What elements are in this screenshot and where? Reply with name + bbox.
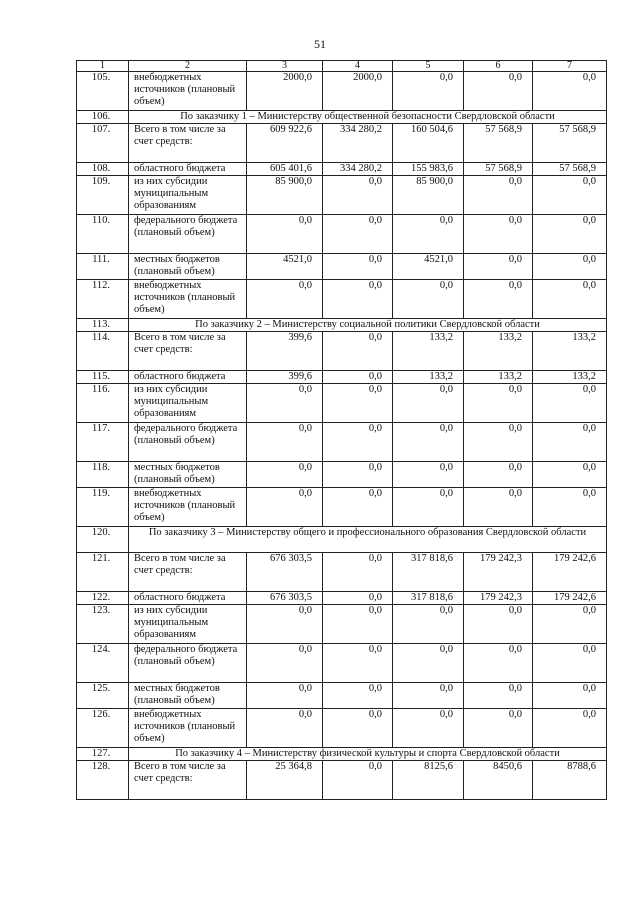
value-cell: 0,0 <box>533 462 607 488</box>
value-cell: 2000,0 <box>323 72 393 111</box>
row-description: Всего в том числе за счет средств: <box>129 553 247 592</box>
row-number: 118. <box>77 462 129 488</box>
value-cell: 0,0 <box>247 423 323 462</box>
table-row <box>77 488 607 527</box>
value-cell: 399,6 <box>247 332 323 371</box>
value-cell: 8125,6 <box>393 761 464 800</box>
value-cell: 0,0 <box>464 384 533 423</box>
value-cell: 0,0 <box>247 215 323 254</box>
table-row <box>77 605 607 644</box>
table-row <box>77 644 607 683</box>
row-description: местных бюджетов (плановый объем) <box>129 254 247 280</box>
column-header: 1 <box>77 61 129 72</box>
table-row <box>77 254 607 280</box>
table-row <box>77 423 607 462</box>
value-cell: 0,0 <box>533 644 607 683</box>
value-cell: 133,2 <box>533 332 607 371</box>
value-cell: 25 364,8 <box>247 761 323 800</box>
value-cell: 0,0 <box>323 371 393 384</box>
row-description: внебюджетных источников (плановый объем) <box>129 280 247 319</box>
value-cell: 334 280,2 <box>323 163 393 176</box>
table-row <box>77 462 607 488</box>
value-cell: 0,0 <box>533 423 607 462</box>
value-cell: 0,0 <box>323 644 393 683</box>
value-cell: 0,0 <box>393 384 464 423</box>
value-cell: 0,0 <box>393 488 464 527</box>
value-cell: 179 242,6 <box>533 553 607 592</box>
row-description: областного бюджета <box>129 163 247 176</box>
row-description: внебюджетных источников (плановый объем) <box>129 709 247 748</box>
value-cell: 0,0 <box>464 709 533 748</box>
value-cell: 0,0 <box>393 423 464 462</box>
row-description: Всего в том числе за счет средств: <box>129 332 247 371</box>
section-title: По заказчику 1 – Министерству общественной безопасности Свердловской области <box>129 111 607 124</box>
value-cell: 0,0 <box>323 592 393 605</box>
row-number: 115. <box>77 371 129 384</box>
value-cell: 0,0 <box>323 605 393 644</box>
section-row <box>77 748 607 761</box>
row-number: 105. <box>77 72 129 111</box>
value-cell: 0,0 <box>464 280 533 319</box>
value-cell: 0,0 <box>247 709 323 748</box>
table-row <box>77 761 607 800</box>
column-header: 3 <box>247 61 323 72</box>
page-number: 51 <box>314 37 326 51</box>
row-number: 120. <box>77 527 129 553</box>
table-row <box>77 384 607 423</box>
value-cell: 133,2 <box>393 371 464 384</box>
value-cell: 4521,0 <box>393 254 464 280</box>
budget-table <box>76 60 607 800</box>
value-cell: 0,0 <box>323 215 393 254</box>
value-cell: 0,0 <box>247 280 323 319</box>
row-number: 116. <box>77 384 129 423</box>
value-cell: 133,2 <box>533 371 607 384</box>
row-description: Всего в том числе за счет средств: <box>129 124 247 163</box>
row-number: 113. <box>77 319 129 332</box>
value-cell: 0,0 <box>393 72 464 111</box>
table-header-row <box>77 61 607 72</box>
value-cell: 0,0 <box>533 280 607 319</box>
row-number: 128. <box>77 761 129 800</box>
value-cell: 85 900,0 <box>393 176 464 215</box>
value-cell: 0,0 <box>393 683 464 709</box>
value-cell: 155 983,6 <box>393 163 464 176</box>
value-cell: 8788,6 <box>533 761 607 800</box>
value-cell: 0,0 <box>464 644 533 683</box>
value-cell: 0,0 <box>464 605 533 644</box>
value-cell: 57 568,9 <box>464 124 533 163</box>
value-cell: 0,0 <box>533 254 607 280</box>
row-description: из них субсидии муниципальным образованиям <box>129 384 247 423</box>
value-cell: 334 280,2 <box>323 124 393 163</box>
row-number: 123. <box>77 605 129 644</box>
value-cell: 0,0 <box>247 644 323 683</box>
value-cell: 0,0 <box>533 384 607 423</box>
value-cell: 609 922,6 <box>247 124 323 163</box>
value-cell: 0,0 <box>323 280 393 319</box>
value-cell: 0,0 <box>323 176 393 215</box>
value-cell: 0,0 <box>323 332 393 371</box>
row-number: 125. <box>77 683 129 709</box>
row-description: областного бюджета <box>129 592 247 605</box>
row-number: 126. <box>77 709 129 748</box>
value-cell: 0,0 <box>323 423 393 462</box>
value-cell: 0,0 <box>247 462 323 488</box>
value-cell: 2000,0 <box>247 72 323 111</box>
column-header: 6 <box>464 61 533 72</box>
row-number: 107. <box>77 124 129 163</box>
section-row <box>77 527 607 553</box>
row-number: 110. <box>77 215 129 254</box>
row-number: 106. <box>77 111 129 124</box>
value-cell: 4521,0 <box>247 254 323 280</box>
value-cell: 0,0 <box>323 553 393 592</box>
value-cell: 605 401,6 <box>247 163 323 176</box>
table-row <box>77 332 607 371</box>
value-cell: 0,0 <box>323 683 393 709</box>
table-row <box>77 280 607 319</box>
row-number: 121. <box>77 553 129 592</box>
table-row <box>77 163 607 176</box>
value-cell: 0,0 <box>393 605 464 644</box>
value-cell: 0,0 <box>247 488 323 527</box>
value-cell: 179 242,3 <box>464 553 533 592</box>
value-cell: 0,0 <box>323 709 393 748</box>
value-cell: 0,0 <box>464 462 533 488</box>
column-header: 2 <box>129 61 247 72</box>
value-cell: 0,0 <box>533 605 607 644</box>
row-description: внебюджетных источников (плановый объем) <box>129 488 247 527</box>
value-cell: 0,0 <box>464 488 533 527</box>
value-cell: 317 818,6 <box>393 553 464 592</box>
table-row <box>77 592 607 605</box>
value-cell: 179 242,3 <box>464 592 533 605</box>
section-row <box>77 111 607 124</box>
column-header: 5 <box>393 61 464 72</box>
value-cell: 676 303,5 <box>247 592 323 605</box>
row-number: 127. <box>77 748 129 761</box>
value-cell: 0,0 <box>393 709 464 748</box>
table-row <box>77 553 607 592</box>
value-cell: 179 242,6 <box>533 592 607 605</box>
row-description: федерального бюджета (плановый объем) <box>129 423 247 462</box>
value-cell: 0,0 <box>393 462 464 488</box>
table-row <box>77 176 607 215</box>
table-row <box>77 371 607 384</box>
value-cell: 317 818,6 <box>393 592 464 605</box>
table-row <box>77 72 607 111</box>
row-description: федерального бюджета (плановый объем) <box>129 215 247 254</box>
value-cell: 0,0 <box>464 176 533 215</box>
value-cell: 0,0 <box>533 176 607 215</box>
row-description: областного бюджета <box>129 371 247 384</box>
value-cell: 0,0 <box>533 683 607 709</box>
value-cell: 676 303,5 <box>247 553 323 592</box>
row-number: 108. <box>77 163 129 176</box>
value-cell: 0,0 <box>533 215 607 254</box>
row-description: внебюджетных источников (плановый объем) <box>129 72 247 111</box>
row-description: Всего в том числе за счет средств: <box>129 761 247 800</box>
value-cell: 0,0 <box>464 72 533 111</box>
value-cell: 0,0 <box>323 462 393 488</box>
value-cell: 0,0 <box>533 488 607 527</box>
row-description: из них субсидии муниципальным образованиям <box>129 176 247 215</box>
row-number: 111. <box>77 254 129 280</box>
value-cell: 0,0 <box>247 384 323 423</box>
value-cell: 0,0 <box>323 488 393 527</box>
row-description: местных бюджетов (плановый объем) <box>129 683 247 709</box>
section-row <box>77 319 607 332</box>
section-title: По заказчику 4 – Министерству физической культуры и спорта Свердловской области <box>129 748 607 761</box>
value-cell: 57 568,9 <box>533 163 607 176</box>
value-cell: 399,6 <box>247 371 323 384</box>
column-header: 4 <box>323 61 393 72</box>
row-description: федерального бюджета (плановый объем) <box>129 644 247 683</box>
row-number: 124. <box>77 644 129 683</box>
value-cell: 0,0 <box>323 384 393 423</box>
value-cell: 0,0 <box>247 683 323 709</box>
value-cell: 0,0 <box>464 254 533 280</box>
row-number: 109. <box>77 176 129 215</box>
value-cell: 57 568,9 <box>464 163 533 176</box>
value-cell: 85 900,0 <box>247 176 323 215</box>
value-cell: 0,0 <box>464 683 533 709</box>
value-cell: 133,2 <box>464 332 533 371</box>
value-cell: 0,0 <box>323 254 393 280</box>
row-number: 112. <box>77 280 129 319</box>
value-cell: 133,2 <box>393 332 464 371</box>
value-cell: 0,0 <box>464 215 533 254</box>
value-cell: 0,0 <box>533 72 607 111</box>
table-row <box>77 683 607 709</box>
value-cell: 0,0 <box>464 423 533 462</box>
value-cell: 0,0 <box>323 761 393 800</box>
column-header: 7 <box>533 61 607 72</box>
value-cell: 0,0 <box>247 605 323 644</box>
value-cell: 0,0 <box>393 280 464 319</box>
section-title: По заказчику 2 – Министерству социальной политики Свердловской области <box>129 319 607 332</box>
value-cell: 160 504,6 <box>393 124 464 163</box>
table-row <box>77 124 607 163</box>
value-cell: 0,0 <box>393 215 464 254</box>
value-cell: 133,2 <box>464 371 533 384</box>
section-title: По заказчику 3 – Министерству общего и профессионального образования Свердловской области <box>129 527 607 553</box>
row-description: из них субсидии муниципальным образованиям <box>129 605 247 644</box>
row-description: местных бюджетов (плановый объем) <box>129 462 247 488</box>
value-cell: 8450,6 <box>464 761 533 800</box>
table-row <box>77 709 607 748</box>
table-row <box>77 215 607 254</box>
row-number: 122. <box>77 592 129 605</box>
value-cell: 0,0 <box>533 709 607 748</box>
row-number: 114. <box>77 332 129 371</box>
row-number: 119. <box>77 488 129 527</box>
row-number: 117. <box>77 423 129 462</box>
value-cell: 57 568,9 <box>533 124 607 163</box>
value-cell: 0,0 <box>393 644 464 683</box>
